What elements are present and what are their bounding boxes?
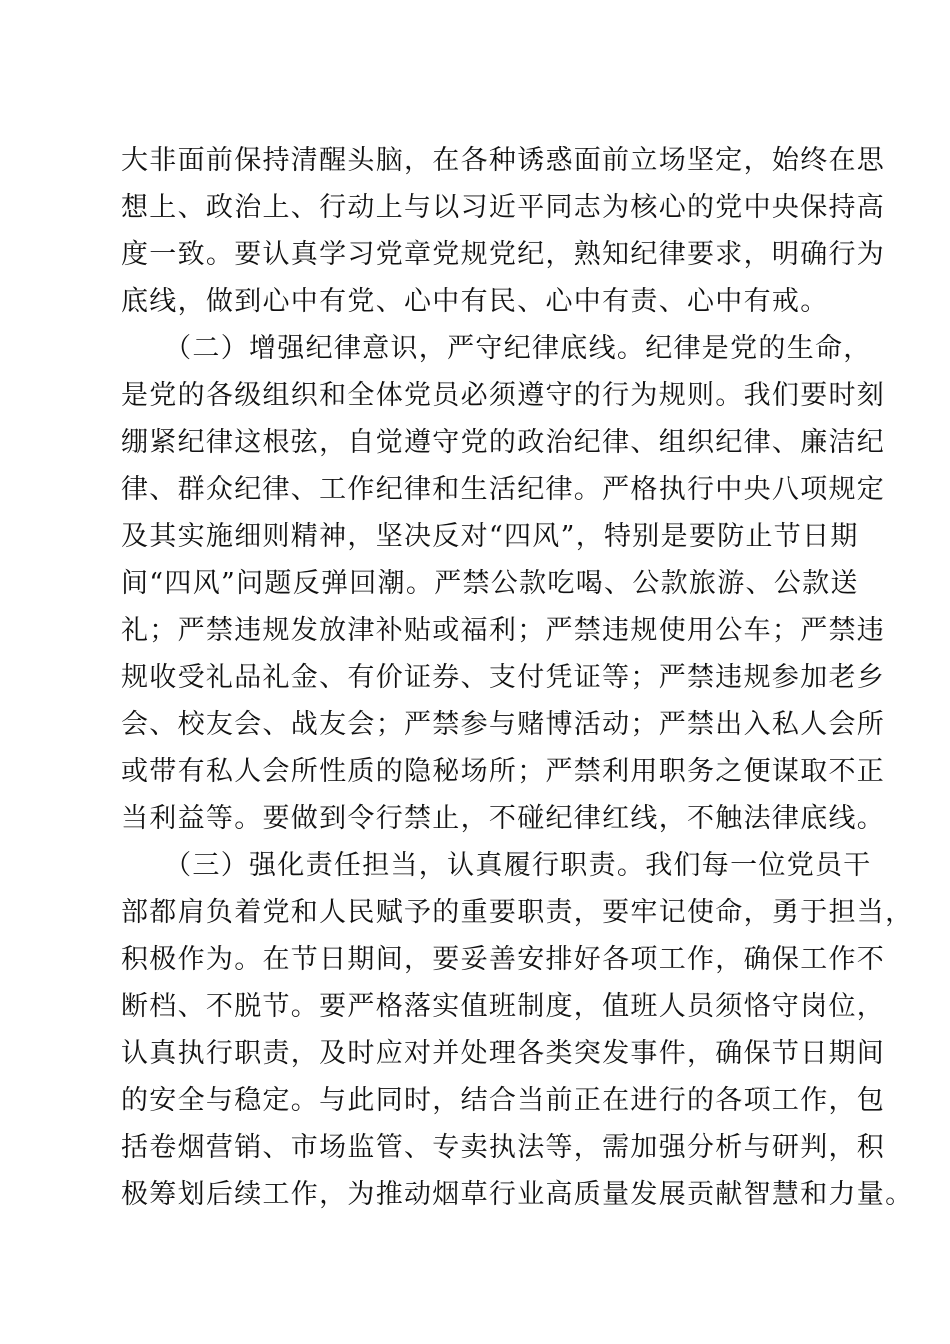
text-line: 绷紧纪律这根弦，自觉遵守党的政治纪律、组织纪律、廉洁纪 xyxy=(121,427,886,458)
document-body xyxy=(121,137,914,1218)
text-line: 会、校友会、战友会；严禁参与赌博活动；严禁出入私人会所 xyxy=(121,709,886,740)
text-line: 度一致。要认真学习党章党规党纪，熟知纪律要求，明确行为 xyxy=(121,239,886,270)
text-line: 底线，做到心中有党、心中有民、心中有责、心中有戒。 xyxy=(121,286,829,317)
text-line: 是党的各级组织和全体党员必须遵守的行为规则。我们要时刻 xyxy=(121,380,886,411)
text-line: 大非面前保持清醒头脑，在各种诱惑面前立场坚定，始终在思 xyxy=(121,145,886,176)
text-line: 礼；严禁违规发放津补贴或福利；严禁违规使用公车；严禁违 xyxy=(121,615,886,646)
text-line: 想上、政治上、行动上与以习近平同志为核心的党中央保持高 xyxy=(121,192,886,223)
text-line: 部都肩负着党和人民赋予的重要职责，要牢记使命，勇于担当， xyxy=(121,897,914,928)
text-line: 的安全与稳定。与此同时，结合当前正在进行的各项工作，包 xyxy=(121,1085,886,1116)
text-line: 规收受礼品礼金、有价证券、支付凭证等；严禁违规参加老乡 xyxy=(121,662,886,693)
text-line: 极筹划后续工作，为推动烟草行业高质量发展贡献智慧和力量。 xyxy=(121,1179,914,1210)
text-line: 积极作为。在节日期间，要妥善安排好各项工作，确保工作不 xyxy=(121,944,886,975)
text-line: 或带有私人会所性质的隐秘场所；严禁利用职务之便谋取不正 xyxy=(121,756,886,787)
text-line: 当利益等。要做到令行禁止，不碰纪律红线，不触法律底线。 xyxy=(121,803,886,834)
text-line: 括卷烟营销、市场监管、专卖执法等，需加强分析与研判，积 xyxy=(121,1132,886,1163)
section-heading-line: （三）强化责任担当，认真履行职责。我们每一位党员干 xyxy=(121,850,872,881)
text-line: 律、群众纪律、工作纪律和生活纪律。严格执行中央八项规定 xyxy=(121,474,886,505)
text-line: 及其实施细则精神，坚决反对“四风”，特别是要防止节日期 xyxy=(121,521,859,552)
text-line: 认真执行职责，及时应对并处理各类突发事件，确保节日期间 xyxy=(121,1038,886,1069)
text-line: 断档、不脱节。要严格落实值班制度，值班人员须恪守岗位， xyxy=(121,991,886,1022)
section-heading-line: （二）增强纪律意识，严守纪律底线。纪律是党的生命， xyxy=(121,333,872,364)
text-line: 间“四风”问题反弹回潮。严禁公款吃喝、公款旅游、公款送 xyxy=(121,568,859,599)
